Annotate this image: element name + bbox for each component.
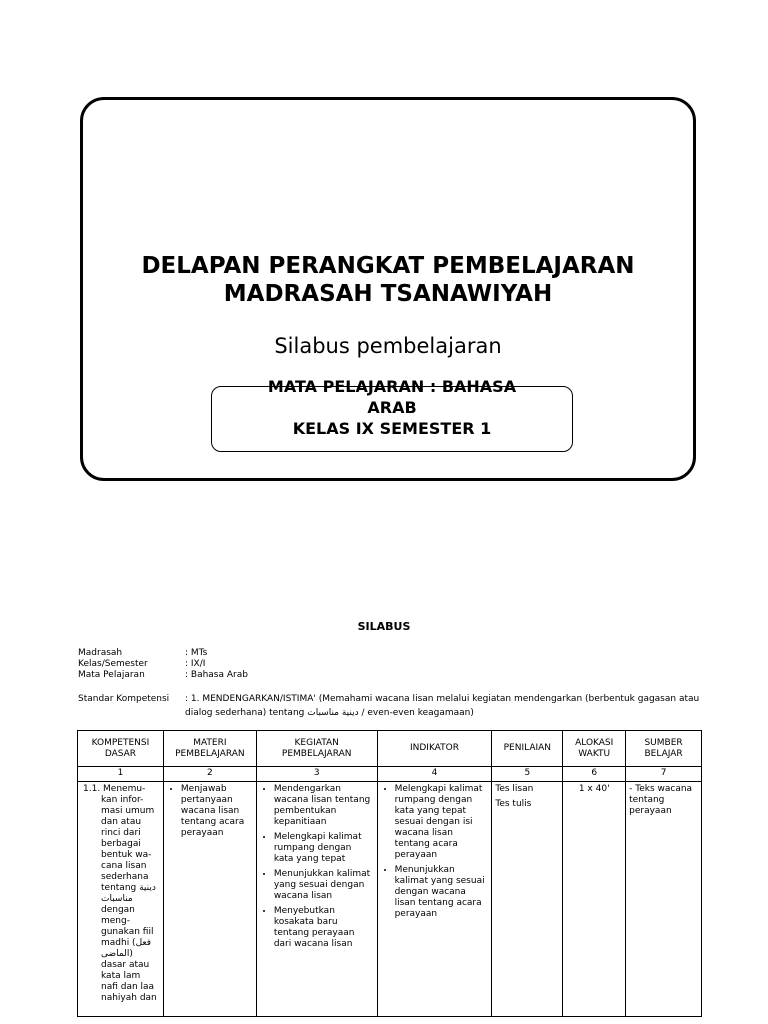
list-item: • Melengkapi kalimat rumpang dengan kata yang tepat sesuai dengan isi wacana lisan tentang acara perayaan xyxy=(395,784,489,861)
cover-frame xyxy=(80,97,696,481)
col-number: 5 xyxy=(492,767,563,782)
subject-line3: KELAS IX SEMESTER 1 xyxy=(292,419,492,438)
sumber-cell: - Teks wacana tentang perayaan xyxy=(626,782,702,1017)
header-kompetensi: KOMPETENSI DASAR xyxy=(78,731,164,767)
cover-title-line1: DELAPAN PERANGKAT PEMBELAJARAN xyxy=(141,253,635,279)
standar-value: : 1. MENDENGARKAN/ISTIMA' (Memahami wacana lisan melalui kegiatan mendengarkan (berbentuk gagasan atau dialog sederhana) tentang دينية مناسبات / even-even keagamaan) xyxy=(185,694,700,718)
list-item: • Menunjukkan kalimat yang sesuai dengan wacana lisan xyxy=(274,869,374,902)
materi-cell xyxy=(163,782,256,1017)
penilaian-item: Tes tulis xyxy=(495,799,532,809)
kompetensi-text: 1.1. Menemu-kan infor-masi umum dan atau rinci dari berbagai bentuk wa-cana lisan sederhana tentang دينية مناسبات dengan meng-gunakan fiil madhi (فعل الماضى) dasar atau kata lam nafi dan laa nahiyah dan xyxy=(83,784,157,1003)
header-kegiatan: KEGIATAN PEMBELAJARAN xyxy=(256,731,377,767)
col-number: 6 xyxy=(563,767,626,782)
header-indikator: INDIKATOR xyxy=(377,731,492,767)
col-number: 4 xyxy=(377,767,492,782)
subject-box xyxy=(211,377,573,452)
info-label: Kelas/Semester xyxy=(78,659,148,669)
info-value: : Bahasa Arab xyxy=(185,670,248,680)
col-number: 7 xyxy=(626,767,702,782)
alokasi-cell: 1 x 40' xyxy=(563,782,626,1017)
header-alokasi: ALOKASI WAKTU xyxy=(563,731,626,767)
info-label: Mata Pelajaran xyxy=(78,670,145,680)
header-materi: MATERI PEMBELAJARAN xyxy=(163,731,256,767)
cover-subtitle: Silabus pembelajaran xyxy=(274,334,502,358)
list-item: • Menunjukkan kalimat yang sesuai dengan wacana lisan tentang acara perayaan xyxy=(395,865,489,920)
indikator-cell xyxy=(377,782,492,1017)
table-number-row xyxy=(78,767,702,782)
col-number: 3 xyxy=(256,767,377,782)
table-row xyxy=(78,782,702,1017)
penilaian-item: Tes lisan xyxy=(495,784,534,794)
doc-title: SILABUS xyxy=(357,620,411,633)
cover-title-line2: MADRASAH TSANAWIYAH xyxy=(223,281,553,307)
list-item: • Menyebutkan kosakata baru tentang perayaan dari wacana lisan xyxy=(274,906,374,950)
list-item: • Mendengarkan wacana lisan tentang pembentukan kepanitiaan xyxy=(274,784,374,828)
list-item: • Menjawab pertanyaan wacana lisan tentang acara perayaan xyxy=(181,784,253,839)
kompetensi-cell xyxy=(78,782,164,1017)
standar-label: Standar Kompetensi xyxy=(78,694,170,704)
col-number: 1 xyxy=(78,767,164,782)
subject-text xyxy=(212,376,572,439)
list-item: • Melengkapi kalimat rumpang dengan kata yang tepat xyxy=(274,832,374,865)
table-header-row xyxy=(78,731,702,767)
subject-line2: ARAB xyxy=(367,398,417,417)
info-label: Madrasah xyxy=(78,648,123,658)
col-number: 2 xyxy=(163,767,256,782)
syllabus-table xyxy=(77,730,702,1017)
penilaian-cell xyxy=(492,782,563,1017)
subject-line1: MATA PELAJARAN : BAHASA xyxy=(267,377,517,396)
header-penilaian: PENILAIAN xyxy=(492,731,563,767)
cover-title xyxy=(83,252,693,308)
kegiatan-cell xyxy=(256,782,377,1017)
info-value: : IX/I xyxy=(185,659,206,669)
info-value: : MTs xyxy=(185,648,208,658)
header-sumber: SUMBER BELAJAR xyxy=(626,731,702,767)
